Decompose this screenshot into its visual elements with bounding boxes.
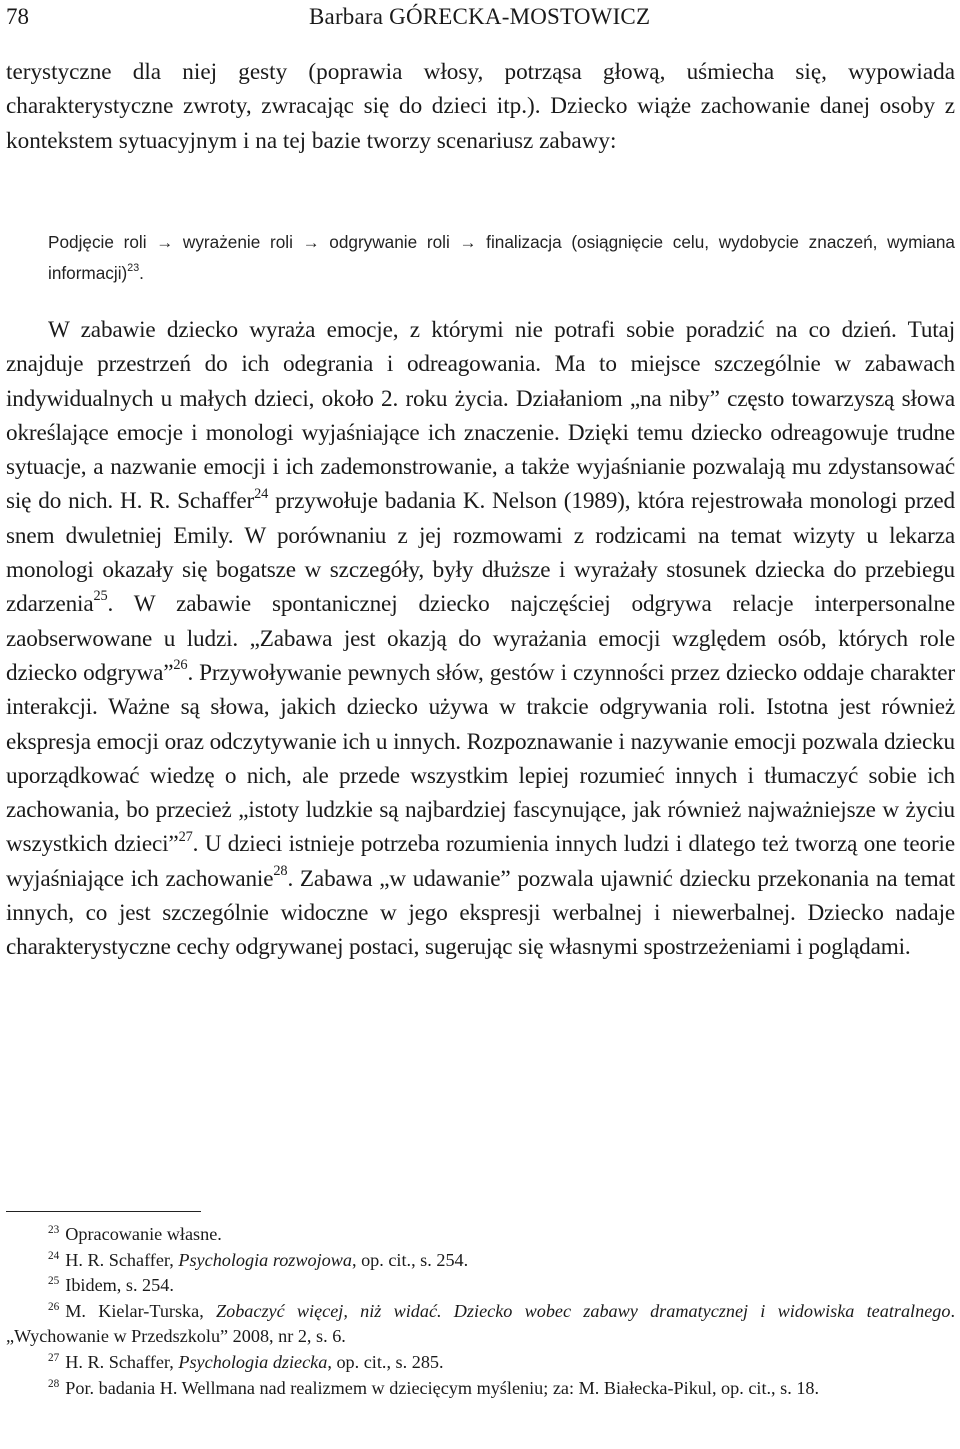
paragraph-2-segment: W zabawie dziecko wyraża emocje, z którymi nie potrafi sobie poradzić na co dzień. Tutaj znajduje przestrzeń do ich odegrania i odreagowania. Ma to miejsce szczególnie w zabawach indywidualnych u małych dzieci, około 2. roku życia. Działaniom „na niby” często towarzyszą słowa określające emocje i monologi wyjaśniające ich znaczenie. Dzięki temu dziecko odreagowuje trudne sytuacje, a nazwanie emocji i ich zademonstrowanie, a także wyjaśnianie pozwalają mu zdystansować się do nich. H. R. Schaffer (6, 317, 955, 515)
footnote-ref-25[interactable]: 25 (93, 588, 108, 605)
paragraph-2-segment: . Przywoływanie pewnych słów, gestów i czynności przez dziecko oddaje charakter interakcji. Ważne są słowa, jakich dziecko używa w trakcie odgrywania roli. Istotna jest również ekspresja emocji oraz odczytywanie ich u innych. Rozpoznawanie i nazywanie emocji pozwala dziecku uporządkować wiedzę o nich, ale przede wszystkim lepiej rozumieć innych i tłumaczyć sobie ich zachowania, bo przecież „istoty ludzkie są najbardziej fascynujące, jak również najważniejsze w życiu wszystkich dzieci” (6, 659, 955, 858)
footnote-23 (6, 1222, 955, 1248)
paragraph-1: terystyczne dla niej gesty (poprawia włosy, potrząsa głową, uśmiecha się, wypowiada charakterystyczne zwroty, zwracając się do dzieci itp.). Dziecko wiąże zachowanie danej osoby z kontekstem sytuacyjnym i na tej bazie tworzy scenariusz zabawy: (6, 59, 955, 154)
scheme-step-1: Podjęcie roli (48, 232, 147, 252)
footnote-ref-27[interactable]: 27 (178, 828, 193, 845)
paragraph-2-segment: . U dzieci istnieje potrzeba rozumienia innych ludzi i dlatego też tworzą one teorie wyjaśniające ich zachowanie (6, 831, 955, 892)
paragraph-2-segment: przywołuje badania K. Nelson (1989), która rejestrowała monologi przed snem dwuletniej Emily. W porównaniu z jej rozmowami z rodzicami na temat wizyty u lekarza monologi okazały się bogatsze w szczegóły, były dłuższe i wyrażały stosunek dziecka do przebiegu zdarzenia (6, 488, 956, 618)
footnote-text: , op. cit., s. 285. (327, 1351, 444, 1372)
footnote-number: 27 (48, 1351, 60, 1364)
footnote-ref-23[interactable]: 23 (127, 261, 140, 274)
scheme-step-4: finalizacja (osiągnięcie celu, wydobycie znaczeń, wymiana informacji) (48, 232, 955, 283)
running-header-author: Barbara GÓRECKA-MOSTOWICZ (309, 4, 651, 29)
footnote-number: 26 (48, 1300, 60, 1313)
page-number: 78 (6, 4, 29, 29)
footnote-text: , op. cit., s. 254. (351, 1249, 469, 1270)
footnotes (6, 1222, 955, 1401)
play-scenario-scheme: Podjęcie roli → wyrażenie roli → odgrywanie roli → finalizacja (osiągnięcie celu, wydobycie znaczeń, wymiana informacji)$^{23}$. (48, 232, 955, 283)
running-header (6, 4, 955, 36)
footnote-text: M. Kielar-Turska, (65, 1300, 216, 1321)
footnote-number: 28 (48, 1377, 60, 1390)
footnote-number: 25 (48, 1275, 60, 1288)
footnote-divider (6, 1211, 201, 1212)
footnote-text: H. R. Schaffer, (65, 1351, 179, 1372)
footnote-book-title: Zobaczyć więcej, niż widać. Dziecko wobec zabawy dramatycznej i widowiska teatralnego (215, 1300, 951, 1321)
footnote-ref-24[interactable]: 24 (254, 485, 269, 502)
footnote-26 (6, 1299, 955, 1350)
footnote-25 (6, 1273, 955, 1299)
paragraph-2-segment: . Zabawa „w udawanie” pozwala ujawnić dziecku przekonania na temat innych, co jest szczególnie widoczne w jego ekspresji werbalnej i niewerbalnej. Dziecko nadaje charakterystyczne cechy odgrywanej postaci, sugerując się własnymi spostrzeżeniami i poglądami. (6, 865, 955, 961)
footnote-book-title: Psychologia dziecka (178, 1351, 328, 1372)
paragraph-2 (6, 313, 955, 965)
scheme-step-3: odgrywanie roli (329, 232, 450, 252)
footnote-24 (6, 1248, 955, 1274)
footnote-text: H. R. Schaffer, (65, 1249, 179, 1270)
paragraph-2-segment: . W zabawie spontanicznej dziecko najczęściej odgrywa relacje interpersonalne zaobserwowane u ludzi. „Zabawa jest okazją do wyrażania emocji względem osób, których role dziecko odgrywa” (6, 591, 955, 686)
footnote-28 (6, 1376, 955, 1402)
scheme-step-2: wyrażenie roli (182, 232, 293, 252)
footnote-ref-28[interactable]: 28 (273, 862, 288, 879)
footnote-text: Ibidem, s. 254. (65, 1275, 174, 1296)
arrow-right-icon: → (156, 233, 174, 252)
footnote-ref-26[interactable]: 26 (173, 657, 188, 674)
arrow-right-icon: → (302, 233, 320, 252)
footnote-number: 24 (48, 1249, 60, 1262)
footnote-text: Opracowanie własne. (65, 1224, 222, 1244)
footnote-number: 23 (48, 1223, 60, 1236)
footnote-27 (6, 1350, 955, 1376)
footnote-text: . „Wychowanie w Przedszkolu” 2008, nr 2, s. 6. (6, 1300, 955, 1347)
footnote-text: Por. badania H. Wellmana nad realizmem w dziecięcym myśleniu; za: M. Białecka-Pikul, op. cit., s. 18. (65, 1377, 820, 1398)
footnote-book-title: Psychologia rozwojowa (178, 1249, 352, 1270)
arrow-right-icon: → (459, 233, 477, 252)
